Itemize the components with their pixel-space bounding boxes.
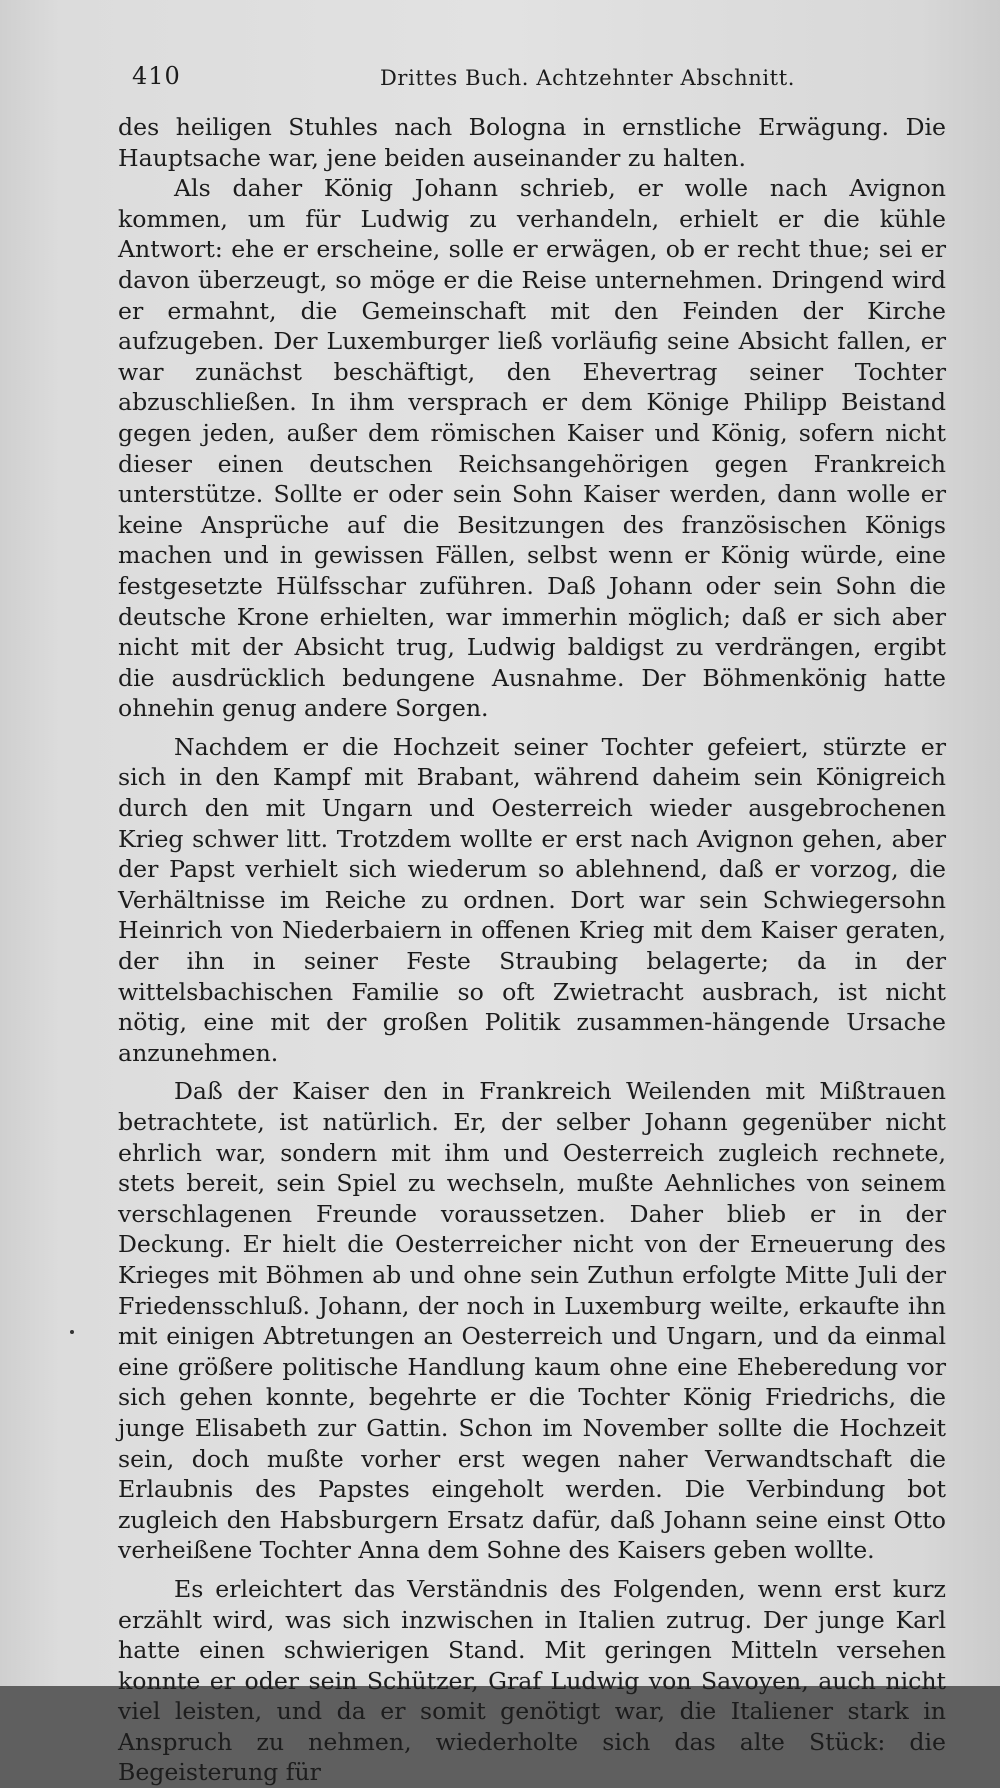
paragraph: des heiligen Stuhles nach Bologna in ernstliche Erwägung. Die Hauptsache war, jene beiden auseinander zu halten. — [118, 113, 946, 172]
running-head — [132, 56, 930, 96]
ink-speck — [70, 1330, 74, 1334]
paragraph: Es erleichtert das Verständnis des Folgenden, wenn erst kurz erzählt wird, was sich inzwischen in Italien zutrug. Der junge Karl hatte einen schwierigen Stand. Mit geringen Mitteln versehen konnte er oder sein Schützer, Graf Ludwig von Savoyen, auch nicht viel leisten, und da er somit genötigt war, die Italiener stark in Anspruch zu nehmen, wiederholte sich das alte Stück: die Begeisterung für — [118, 1574, 946, 1787]
body-text — [118, 112, 946, 1788]
paragraph: Als daher König Johann schrieb, er wolle nach Avignon kommen, um für Ludwig zu verhandeln, erhielt er die kühle Antwort: ehe er erscheine, solle er erwägen, ob er recht thue; sei er davon überzeugt, so möge er die Reise unternehmen. Dringend wird er ermahnt, die Gemeinschaft mit den Feinden der Kirche aufzugeben. Der Luxemburger ließ vorläufig seine Absicht fallen, er war zunächst beschäftigt, den Ehevertrag seiner Tochter abzuschließen. In ihm versprach er dem Könige Philipp Beistand gegen jeden, außer dem römischen Kaiser und König, sofern nicht dieser einen deutschen Reichsangehörigen gegen Frankreich unterstütze. Sollte er oder sein Sohn Kaiser werden, dann wolle er keine Ansprüche auf die Besitzungen des französischen Königs machen und in gewissen Fällen, selbst wenn er König würde, eine festgesetzte Hülfsschar zuführen. Daß Johann oder sein Sohn die deutsche Krone erhielten, war immerhin möglich; daß er sich aber nicht mit der Absicht trug, Ludwig baldigst zu verdrängen, ergibt die ausdrücklich bedungene Ausnahme. Der Böhmenkönig hatte ohnehin genug andere Sorgen. — [118, 174, 946, 723]
paragraph: Nachdem er die Hochzeit seiner Tochter gefeiert, stürzte er sich in den Kampf mit Brabant, während daheim sein Königreich durch den mit Ungarn und Oesterreich wieder ausgebrochenen Krieg schwer litt. Trotzdem wollte er erst nach Avignon gehen, aber der Papst verhielt sich wiederum so ablehnend, daß er vorzog, die Verhältnisse im Reiche zu ordnen. Dort war sein Schwiegersohn Heinrich von Niederbaiern in offenen Krieg mit dem Kaiser geraten, der ihn in seiner Feste Straubing belagerte; da in der wittelsbachischen Familie so oft Zwietracht ausbrach, ist nicht nötig, eine mit der großen Politik zusammen-hängende Ursache anzunehmen. — [118, 732, 946, 1067]
page-number: 410 — [132, 62, 181, 90]
paragraph: Daß der Kaiser den in Frankreich Weilenden mit Mißtrauen betrachtete, ist natürlich. Er, der selber Johann gegenüber nicht ehrlich war, sondern mit ihm und Oesterreich zugleich rechnete, stets bereit, sein Spiel zu wechseln, mußte Aehnliches von seinem verschlagenen Freunde voraussetzen. Daher blieb er in der Deckung. Er hielt die Oesterreicher nicht von der Erneuerung des Krieges mit Böhmen ab und ohne sein Zuthun erfolgte Mitte Juli der Friedensschluß. Johann, der noch in Luxemburg weilte, erkaufte ihn mit einigen Abtretungen an Oesterreich und Ungarn, und da einmal eine größere politische Handlung kaum ohne eine Eheberedung vor sich gehen konnte, begehrte er die Tochter König Friedrichs, die junge Elisabeth zur Gattin. Schon im November sollte die Hochzeit sein, doch mußte vorher erst wegen naher Verwandtschaft die Erlaubnis des Papstes eingeholt werden. Die Verbindung bot zugleich den Habsburgern Ersatz dafür, daß Johann seine einst Otto verheißene Tochter Anna dem Sohne des Kaisers geben wollte. — [118, 1077, 946, 1565]
running-head-title: Drittes Buch. Achtzehnter Abschnitt. — [380, 66, 796, 90]
